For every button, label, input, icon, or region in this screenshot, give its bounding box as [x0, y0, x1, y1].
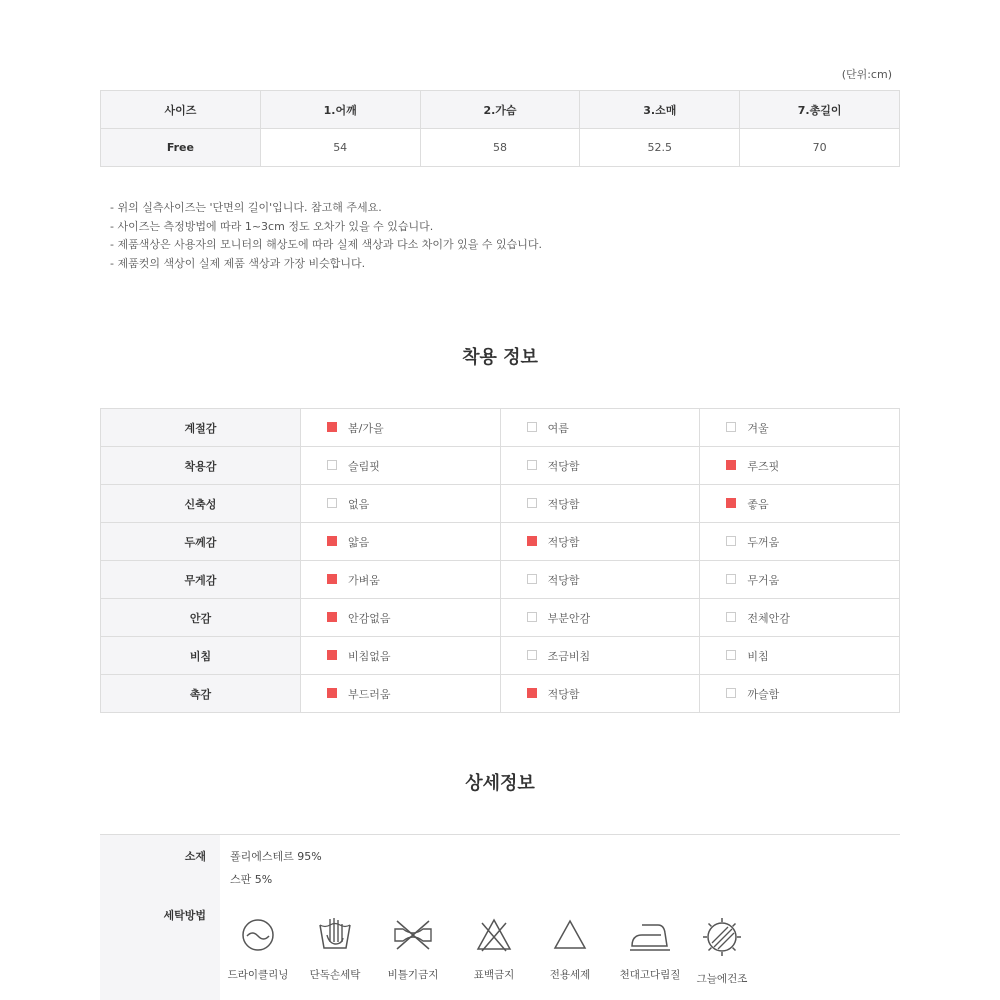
- wear-info-table: [100, 408, 900, 713]
- note-line: - 사이즈는 측정방법에 따라 1~3cm 정도 오차가 있을 수 있습니다.: [110, 219, 434, 233]
- wear-option-label: 없음: [348, 497, 370, 511]
- care-label: 비틀기금지: [387, 969, 439, 981]
- wear-row-label: 두께감: [101, 523, 301, 561]
- unchecked-box: [726, 536, 736, 546]
- care-item: [218, 915, 298, 982]
- wear-row-label: 무게감: [101, 561, 301, 599]
- care-item: [454, 915, 534, 982]
- unchecked-box: [527, 460, 537, 470]
- wear-option: [700, 599, 900, 637]
- wear-option: [700, 523, 900, 561]
- wear-option: [301, 447, 501, 485]
- wear-option-label: 여름: [547, 421, 569, 435]
- wear-info-row: [101, 637, 900, 675]
- size-table: [100, 90, 900, 167]
- wear-option: [500, 637, 700, 675]
- unchecked-box: [527, 612, 537, 622]
- wear-option-label: 부드러움: [348, 687, 391, 701]
- detail-info-title: 상세정보: [465, 773, 535, 794]
- wear-option-label: 가벼움: [348, 573, 380, 587]
- unchecked-box: [527, 574, 537, 584]
- size-table-header-row: [101, 91, 900, 129]
- wear-info-row: [101, 447, 900, 485]
- unchecked-box: [726, 688, 736, 698]
- wear-info-row: [101, 409, 900, 447]
- wear-row-label: 안감: [101, 599, 301, 637]
- wash-method-label: 세탁방법: [163, 909, 206, 922]
- wear-option-label: 두꺼움: [747, 535, 780, 549]
- note-line: - 제품컷의 색상이 실제 제품 색상과 가장 비슷합니다.: [110, 256, 366, 270]
- wear-info-row: [101, 485, 900, 523]
- low-iron-icon: [628, 915, 672, 955]
- wear-option-label: 적당함: [547, 573, 580, 587]
- note-line: - 위의 실측사이즈는 '단면의 길이'입니다. 참고해 주세요.: [110, 201, 382, 214]
- wear-info-row: [101, 523, 900, 561]
- wear-info-row: [101, 599, 900, 637]
- unchecked-box: [726, 574, 736, 584]
- wear-option-label: 전체안감: [747, 611, 790, 625]
- detail-label-column: [100, 835, 220, 1000]
- care-label: 드라이클리닝: [227, 969, 289, 981]
- size-header-cell: 사이즈: [101, 91, 261, 129]
- care-label: 천대고다림질: [619, 969, 681, 981]
- wear-info-row: [101, 675, 900, 713]
- wear-option-label: 비침: [747, 649, 769, 663]
- wear-option-label: 조금비침: [547, 649, 591, 663]
- wear-option-label: 무거움: [747, 573, 780, 587]
- size-notes: [110, 199, 542, 273]
- material-line: 스판 5%: [230, 873, 273, 886]
- wear-option-label: 얇음: [348, 535, 370, 549]
- size-table-row: [101, 129, 900, 167]
- checked-box: [726, 460, 736, 470]
- size-header-cell: 7.총길이: [740, 91, 900, 129]
- wear-option-label: 부분안감: [547, 611, 591, 625]
- checked-box: [327, 536, 337, 546]
- wear-option-label: 슬림핏: [348, 459, 380, 473]
- wear-row-label: 계절감: [101, 409, 301, 447]
- wear-option: [301, 599, 501, 637]
- size-value-cell: 52.5: [580, 129, 740, 167]
- wear-option-label: 적당함: [547, 535, 580, 549]
- checked-box: [327, 688, 337, 698]
- wear-option: [700, 637, 900, 675]
- no-wring-icon: [391, 915, 435, 955]
- size-value-cell: 54: [260, 129, 420, 167]
- care-label: 그늘에건조: [696, 973, 748, 985]
- checked-box: [327, 650, 337, 660]
- wear-option-label: 비침없음: [348, 649, 391, 663]
- wear-option-label: 루즈핏: [747, 459, 780, 473]
- wear-row-label: 촉감: [101, 675, 301, 713]
- wear-option-label: 적당함: [547, 497, 580, 511]
- care-item: [682, 915, 762, 986]
- wear-option: [500, 675, 700, 713]
- unchecked-box: [327, 460, 337, 470]
- size-name-cell: Free: [101, 129, 261, 167]
- wear-row-label: 착용감: [101, 447, 301, 485]
- wear-option: [700, 485, 900, 523]
- wear-option-label: 좋음: [747, 497, 769, 511]
- checked-box: [327, 612, 337, 622]
- unchecked-box: [726, 612, 736, 622]
- unchecked-box: [327, 498, 337, 508]
- unchecked-box: [527, 498, 537, 508]
- unchecked-box: [527, 650, 537, 660]
- material-line: 폴리에스테르 95%: [230, 850, 322, 863]
- checked-box: [726, 498, 736, 508]
- size-header-cell: 2.가슴: [420, 91, 580, 129]
- material-label: 소재: [184, 850, 206, 863]
- wear-option: [500, 599, 700, 637]
- wear-option: [700, 675, 900, 713]
- unchecked-box: [726, 422, 736, 432]
- size-value-cell: 58: [420, 129, 580, 167]
- care-label: 전용세제: [549, 969, 591, 981]
- size-header-cell: 1.어깨: [260, 91, 420, 129]
- care-item: [295, 915, 375, 982]
- dry-clean-icon: [238, 915, 278, 955]
- shade-dry-icon: [700, 915, 744, 959]
- care-label: 단독손세탁: [309, 969, 361, 981]
- wear-option-label: 봄/가을: [348, 421, 384, 435]
- note-line: - 제품색상은 사용자의 모니터의 해상도에 따라 실제 색상과 다소 차이가 있을 수 있습니다.: [110, 238, 542, 251]
- wear-option-label: 적당함: [547, 459, 580, 473]
- wear-option: [700, 409, 900, 447]
- wear-option: [500, 447, 700, 485]
- checked-box: [327, 574, 337, 584]
- unchecked-box: [527, 422, 537, 432]
- wear-info-title: 착용 정보: [462, 347, 538, 368]
- hand-wash-icon: [315, 915, 355, 955]
- wear-option: [301, 523, 501, 561]
- wear-option: [500, 409, 700, 447]
- wear-option-label: 적당함: [547, 687, 580, 701]
- size-header-cell: 3.소매: [580, 91, 740, 129]
- unchecked-box: [726, 650, 736, 660]
- wear-option: [500, 523, 700, 561]
- unit-label: (단위:cm): [841, 68, 892, 81]
- checked-box: [327, 422, 337, 432]
- checked-box: [527, 536, 537, 546]
- wear-option-label: 안감없음: [348, 611, 391, 625]
- wear-option: [700, 447, 900, 485]
- care-item: [373, 915, 453, 982]
- wear-option: [301, 675, 501, 713]
- wear-option: [301, 561, 501, 599]
- no-bleach-icon: [474, 915, 514, 955]
- care-item: [530, 915, 610, 982]
- detail-info-panel: [100, 834, 900, 1000]
- wear-option: [500, 561, 700, 599]
- checked-box: [527, 688, 537, 698]
- wear-row-label: 비침: [101, 637, 301, 675]
- wear-option-label: 겨울: [747, 421, 769, 435]
- care-item: [610, 915, 690, 982]
- wear-option: [301, 637, 501, 675]
- wear-option: [700, 561, 900, 599]
- care-label: 표백금지: [473, 969, 515, 981]
- size-value-cell: 70: [740, 129, 900, 167]
- wear-row-label: 신축성: [101, 485, 301, 523]
- wear-option: [301, 485, 501, 523]
- wear-info-row: [101, 561, 900, 599]
- wear-option: [500, 485, 700, 523]
- detergent-icon: [550, 915, 590, 955]
- wear-option: [301, 409, 501, 447]
- wear-option-label: 까슬함: [747, 687, 780, 701]
